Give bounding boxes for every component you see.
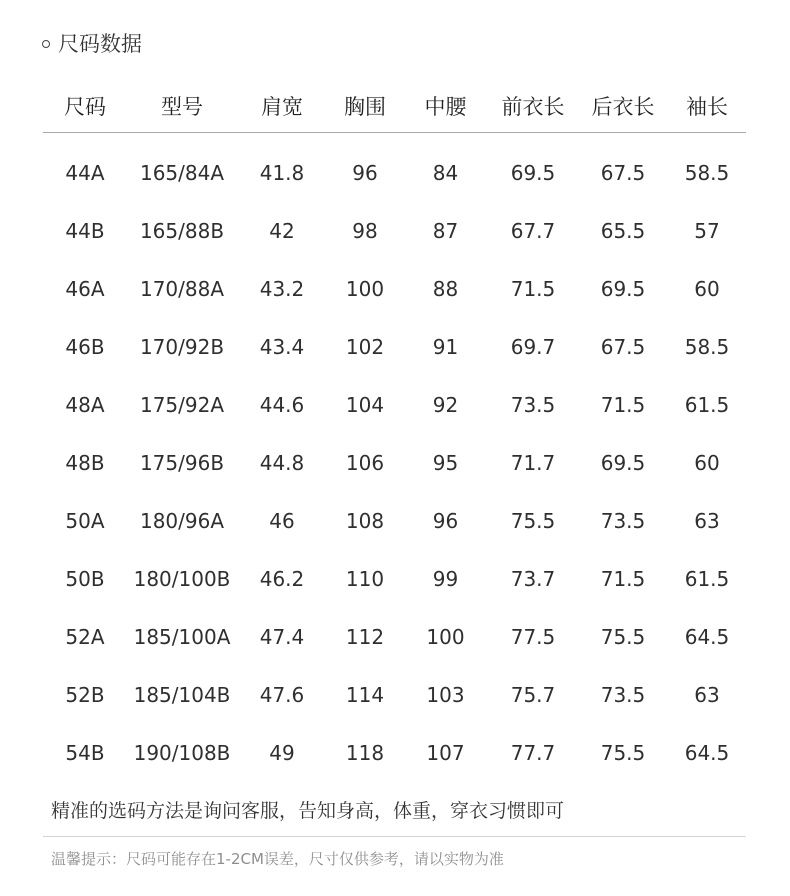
table-row [43, 492, 746, 550]
cell-sleeve: 61.5 [684, 567, 730, 591]
cell-back-length: 71.5 [600, 567, 646, 591]
size-table [43, 80, 746, 782]
tolerance-tip-note: 温馨提示：尺码可能存在1-2CM误差，尺寸仅供参考，请以实物为准 [51, 850, 504, 868]
cell-shoulder: 44.8 [259, 451, 305, 475]
cell-shoulder: 43.2 [259, 277, 305, 301]
cell-size: 48A [65, 393, 105, 417]
section-title [42, 28, 142, 58]
header-chest: 胸围 [327, 80, 403, 133]
cell-shoulder: 46 [269, 509, 295, 533]
cell-size: 54B [65, 741, 105, 765]
header-back-length: 后衣长 [578, 80, 668, 133]
cell-back-length: 65.5 [600, 219, 646, 243]
header-shoulder: 肩宽 [237, 80, 327, 133]
cell-front-length: 75.5 [510, 509, 556, 533]
cell-front-length: 73.5 [510, 393, 556, 417]
cell-back-length: 71.5 [600, 393, 646, 417]
cell-back-length: 69.5 [600, 277, 646, 301]
cell-front-length: 71.5 [510, 277, 556, 301]
cell-sleeve: 60 [694, 277, 720, 301]
cell-chest: 110 [345, 567, 385, 591]
cell-size: 46B [65, 335, 105, 359]
cell-back-length: 69.5 [600, 451, 646, 475]
cell-back-length: 67.5 [600, 335, 646, 359]
cell-model: 170/88A [139, 277, 225, 301]
table-row [43, 133, 746, 203]
cell-size: 48B [65, 451, 105, 475]
cell-sleeve: 64.5 [684, 625, 730, 649]
cell-front-length: 77.5 [510, 625, 556, 649]
cell-sleeve: 63 [694, 683, 720, 707]
table-row [43, 260, 746, 318]
cell-model: 175/92A [139, 393, 225, 417]
cell-shoulder: 41.8 [259, 161, 305, 185]
cell-back-length: 75.5 [600, 625, 646, 649]
cell-chest: 118 [345, 741, 385, 765]
cell-size: 52B [65, 683, 105, 707]
cell-waist: 103 [426, 683, 465, 707]
cell-model: 185/104B [133, 683, 231, 707]
circle-bullet-icon [42, 40, 50, 48]
cell-front-length: 69.5 [510, 161, 556, 185]
cell-waist: 88 [432, 277, 459, 301]
cell-chest: 104 [345, 393, 385, 417]
cell-sleeve: 63 [694, 509, 720, 533]
header-front-length: 前衣长 [488, 80, 578, 133]
table-row [43, 608, 746, 666]
cell-model: 185/100A [133, 625, 231, 649]
cell-shoulder: 47.4 [259, 625, 305, 649]
cell-shoulder: 43.4 [259, 335, 305, 359]
cell-model: 180/100B [133, 567, 231, 591]
cell-back-length: 73.5 [600, 683, 646, 707]
cell-waist: 100 [426, 625, 465, 649]
table-header-row [43, 80, 746, 133]
cell-sleeve: 58.5 [684, 335, 730, 359]
cell-chest: 100 [345, 277, 385, 301]
cell-back-length: 67.5 [600, 161, 646, 185]
table-row [43, 318, 746, 376]
header-size: 尺码 [43, 80, 127, 133]
cell-chest: 98 [352, 219, 378, 243]
cell-model: 165/84A [139, 161, 225, 185]
header-sleeve: 袖长 [668, 80, 746, 133]
cell-front-length: 71.7 [510, 451, 556, 475]
cell-size: 50B [65, 567, 105, 591]
cell-waist: 96 [432, 509, 459, 533]
header-waist: 中腰 [403, 80, 488, 133]
cell-shoulder: 46.2 [259, 567, 305, 591]
cell-front-length: 67.7 [510, 219, 556, 243]
cell-front-length: 75.7 [510, 683, 556, 707]
cell-front-length: 73.7 [510, 567, 556, 591]
cell-sleeve: 60 [694, 451, 720, 475]
cell-chest: 114 [345, 683, 385, 707]
cell-chest: 108 [345, 509, 385, 533]
cell-sleeve: 58.5 [684, 161, 730, 185]
cell-model: 165/88B [139, 219, 225, 243]
cell-back-length: 75.5 [600, 741, 646, 765]
cell-model: 190/108B [133, 741, 231, 765]
cell-waist: 91 [432, 335, 459, 359]
cell-chest: 96 [352, 161, 378, 185]
cell-shoulder: 44.6 [259, 393, 305, 417]
cell-size: 44A [65, 161, 105, 185]
cell-chest: 112 [345, 625, 385, 649]
cell-waist: 107 [426, 741, 465, 765]
cell-sleeve: 61.5 [684, 393, 730, 417]
cell-front-length: 77.7 [510, 741, 556, 765]
cell-model: 170/92B [139, 335, 225, 359]
sizing-advice-note: 精准的选码方法是询问客服，告知身高，体重，穿衣习惯即可 [51, 800, 565, 822]
cell-back-length: 73.5 [600, 509, 646, 533]
cell-size: 50A [65, 509, 105, 533]
cell-shoulder: 47.6 [259, 683, 305, 707]
table-row [43, 724, 746, 782]
table-row [43, 550, 746, 608]
cell-size: 44B [65, 219, 105, 243]
cell-waist: 92 [432, 393, 459, 417]
cell-sleeve: 57 [694, 219, 720, 243]
cell-model: 180/96A [139, 509, 225, 533]
cell-waist: 99 [432, 567, 459, 591]
cell-sleeve: 64.5 [684, 741, 730, 765]
table-row [43, 202, 746, 260]
cell-size: 46A [65, 277, 105, 301]
divider [43, 836, 746, 837]
cell-size: 52A [65, 625, 105, 649]
section-title-text: 尺码数据 [58, 32, 142, 56]
cell-waist: 84 [432, 161, 459, 185]
cell-front-length: 69.7 [510, 335, 556, 359]
cell-chest: 102 [345, 335, 385, 359]
header-model: 型号 [127, 80, 237, 133]
cell-shoulder: 42 [269, 219, 295, 243]
cell-shoulder: 49 [269, 741, 295, 765]
cell-chest: 106 [345, 451, 385, 475]
table-row [43, 434, 746, 492]
table-row [43, 376, 746, 434]
cell-waist: 95 [432, 451, 459, 475]
cell-waist: 87 [432, 219, 459, 243]
cell-model: 175/96B [139, 451, 225, 475]
table-row [43, 666, 746, 724]
